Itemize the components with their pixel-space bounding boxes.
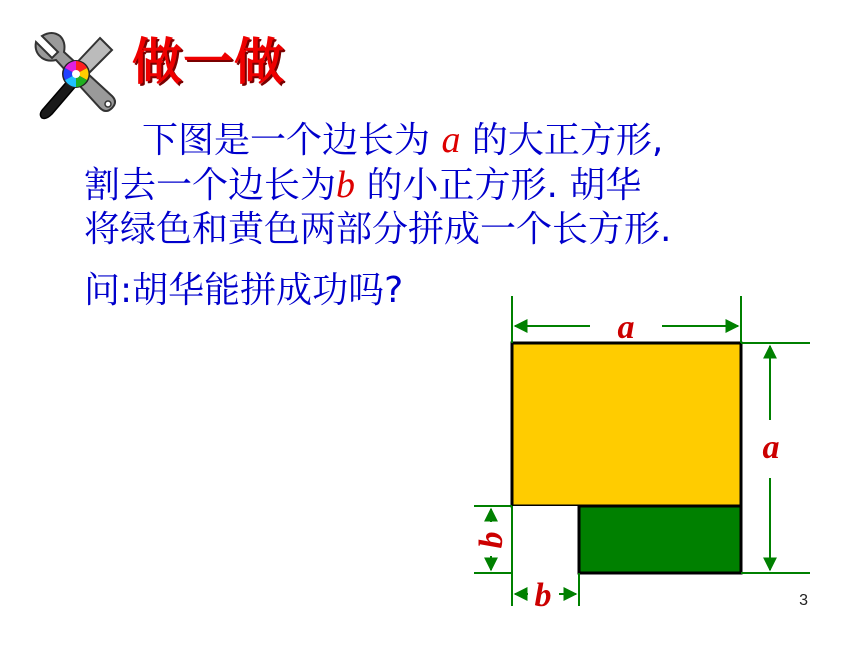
removed-small-square [512, 506, 579, 573]
variable-b: b [336, 164, 356, 206]
line1-text-b: 的大正方形, [471, 120, 664, 161]
label-bottom-b: b [534, 577, 552, 614]
dimension-left-b [473, 509, 510, 570]
dimension-right-a [763, 346, 780, 570]
dimension-top-a [515, 309, 738, 346]
dimension-bottom-b [515, 577, 576, 614]
problem-line-3: 将绿色和黄色两部分拼成一个长方形. [84, 209, 672, 250]
green-region [579, 506, 741, 573]
label-top-a: a [617, 309, 635, 346]
yellow-region [512, 343, 741, 506]
line2-text-a: 割去一个边长为 [84, 165, 337, 206]
line2-text-b: 的小正方形. 胡华 [366, 165, 642, 206]
slide-title: 做一做 [132, 33, 285, 91]
label-left-b: b [473, 531, 510, 549]
line1-text-a: 下图是一个边长为 [142, 120, 431, 161]
variable-a: a [441, 119, 461, 161]
label-right-a: a [762, 429, 780, 466]
question-text: 问:胡华能拼成功吗? [84, 270, 404, 311]
page-number: 3 [799, 592, 808, 609]
